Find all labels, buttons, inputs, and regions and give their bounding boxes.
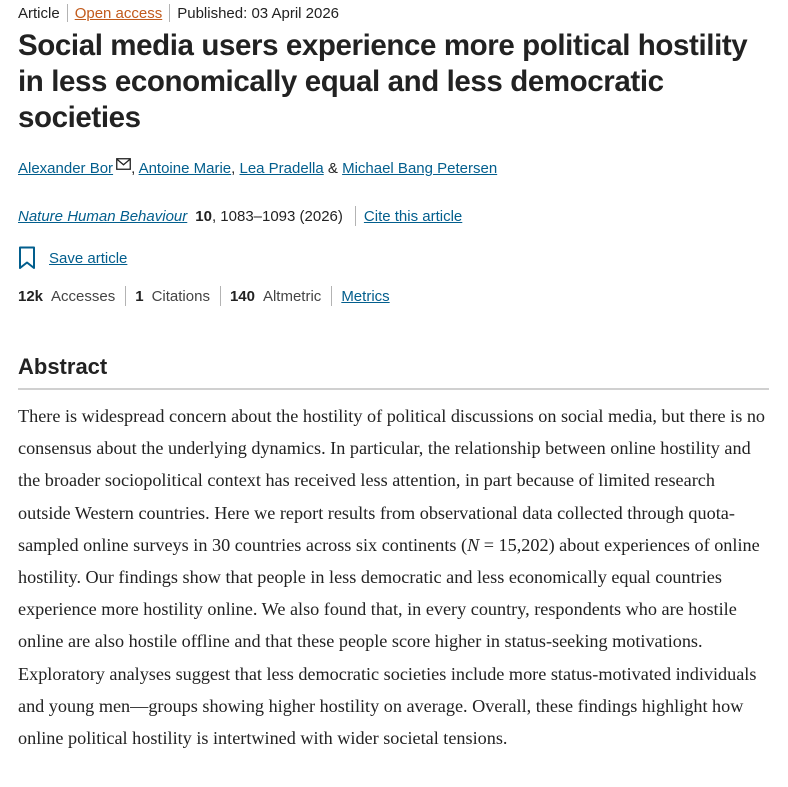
metrics-link[interactable]: Metrics: [341, 287, 390, 305]
cite-article-link[interactable]: Cite this article: [363, 207, 463, 225]
accesses-count: 12k: [18, 287, 44, 305]
metrics-row: [18, 285, 770, 307]
divider: [67, 4, 68, 22]
save-article-row[interactable]: [18, 244, 770, 272]
author-link[interactable]: Lea Pradella: [239, 160, 324, 177]
bookmark-icon[interactable]: [18, 246, 36, 270]
save-article-button[interactable]: Save article: [49, 249, 128, 267]
abstract-heading: Abstract: [18, 354, 108, 379]
article-title: Social media users experience more political hostility in less economically equal and less democratic societies: [18, 29, 748, 134]
article-meta-row: [18, 0, 770, 26]
abstract-text-part: There is widespread concern about the hostility of political discussions on social media, but there is no consensus about the underlying dynamics. In particular, the relationship between online hostility and the broader sociopolitical context has received less attention, in part because of limited research outside Western countries. Here we report results from observational data collected through quota-sampled online surveys in 30 countries across six continents (: [18, 406, 766, 555]
open-access-link[interactable]: Open access: [74, 4, 163, 22]
divider: [125, 286, 126, 306]
author-separator: ,: [131, 160, 136, 177]
abstract-text: [18, 400, 770, 754]
article-header: [18, 0, 770, 772]
journal-pages-year: , 1083–1093 (2026): [211, 207, 343, 225]
envelope-icon[interactable]: [116, 158, 131, 170]
article-type: Article: [18, 4, 60, 22]
published-date: Published: 03 April 2026: [177, 4, 340, 22]
altmetric-count: 140: [229, 287, 255, 305]
author-link[interactable]: Alexander Bor: [18, 160, 114, 177]
altmetric-label: Altmetric: [262, 287, 322, 305]
sample-size-symbol: N: [467, 534, 480, 555]
journal-volume: 10: [195, 207, 212, 225]
divider: [220, 286, 221, 306]
author-separator: &: [327, 160, 338, 177]
divider: [355, 206, 356, 226]
author-list: [18, 158, 770, 179]
divider: [169, 4, 170, 22]
accesses-label: Accesses: [51, 287, 116, 305]
section-divider: [18, 388, 769, 390]
abstract-text-part: = 15,202) about experiences of online hostility. Our findings show that people in less democratic and less economically equal countries experience more hostility online. We also found that, in every country, respondents who are hostile online are also hostile offline and that these people score higher in status-seeking motivations. Exploratory analyses suggest that less democratic societies include more status-motivated individuals and young men—groups showing higher hostility on average. Overall, these findings highlight how online political hostility is intertwined with wider societal tensions.: [18, 534, 760, 749]
author-link[interactable]: Antoine Marie: [138, 160, 232, 177]
citations-count: 1: [135, 287, 144, 305]
author-link[interactable]: Michael Bang Petersen: [342, 160, 498, 177]
journal-name-link[interactable]: Nature Human Behaviour: [18, 207, 188, 225]
divider: [331, 286, 332, 306]
author-separator: ,: [231, 160, 236, 177]
journal-citation-row: [18, 205, 770, 227]
citations-label: Citations: [151, 287, 210, 305]
